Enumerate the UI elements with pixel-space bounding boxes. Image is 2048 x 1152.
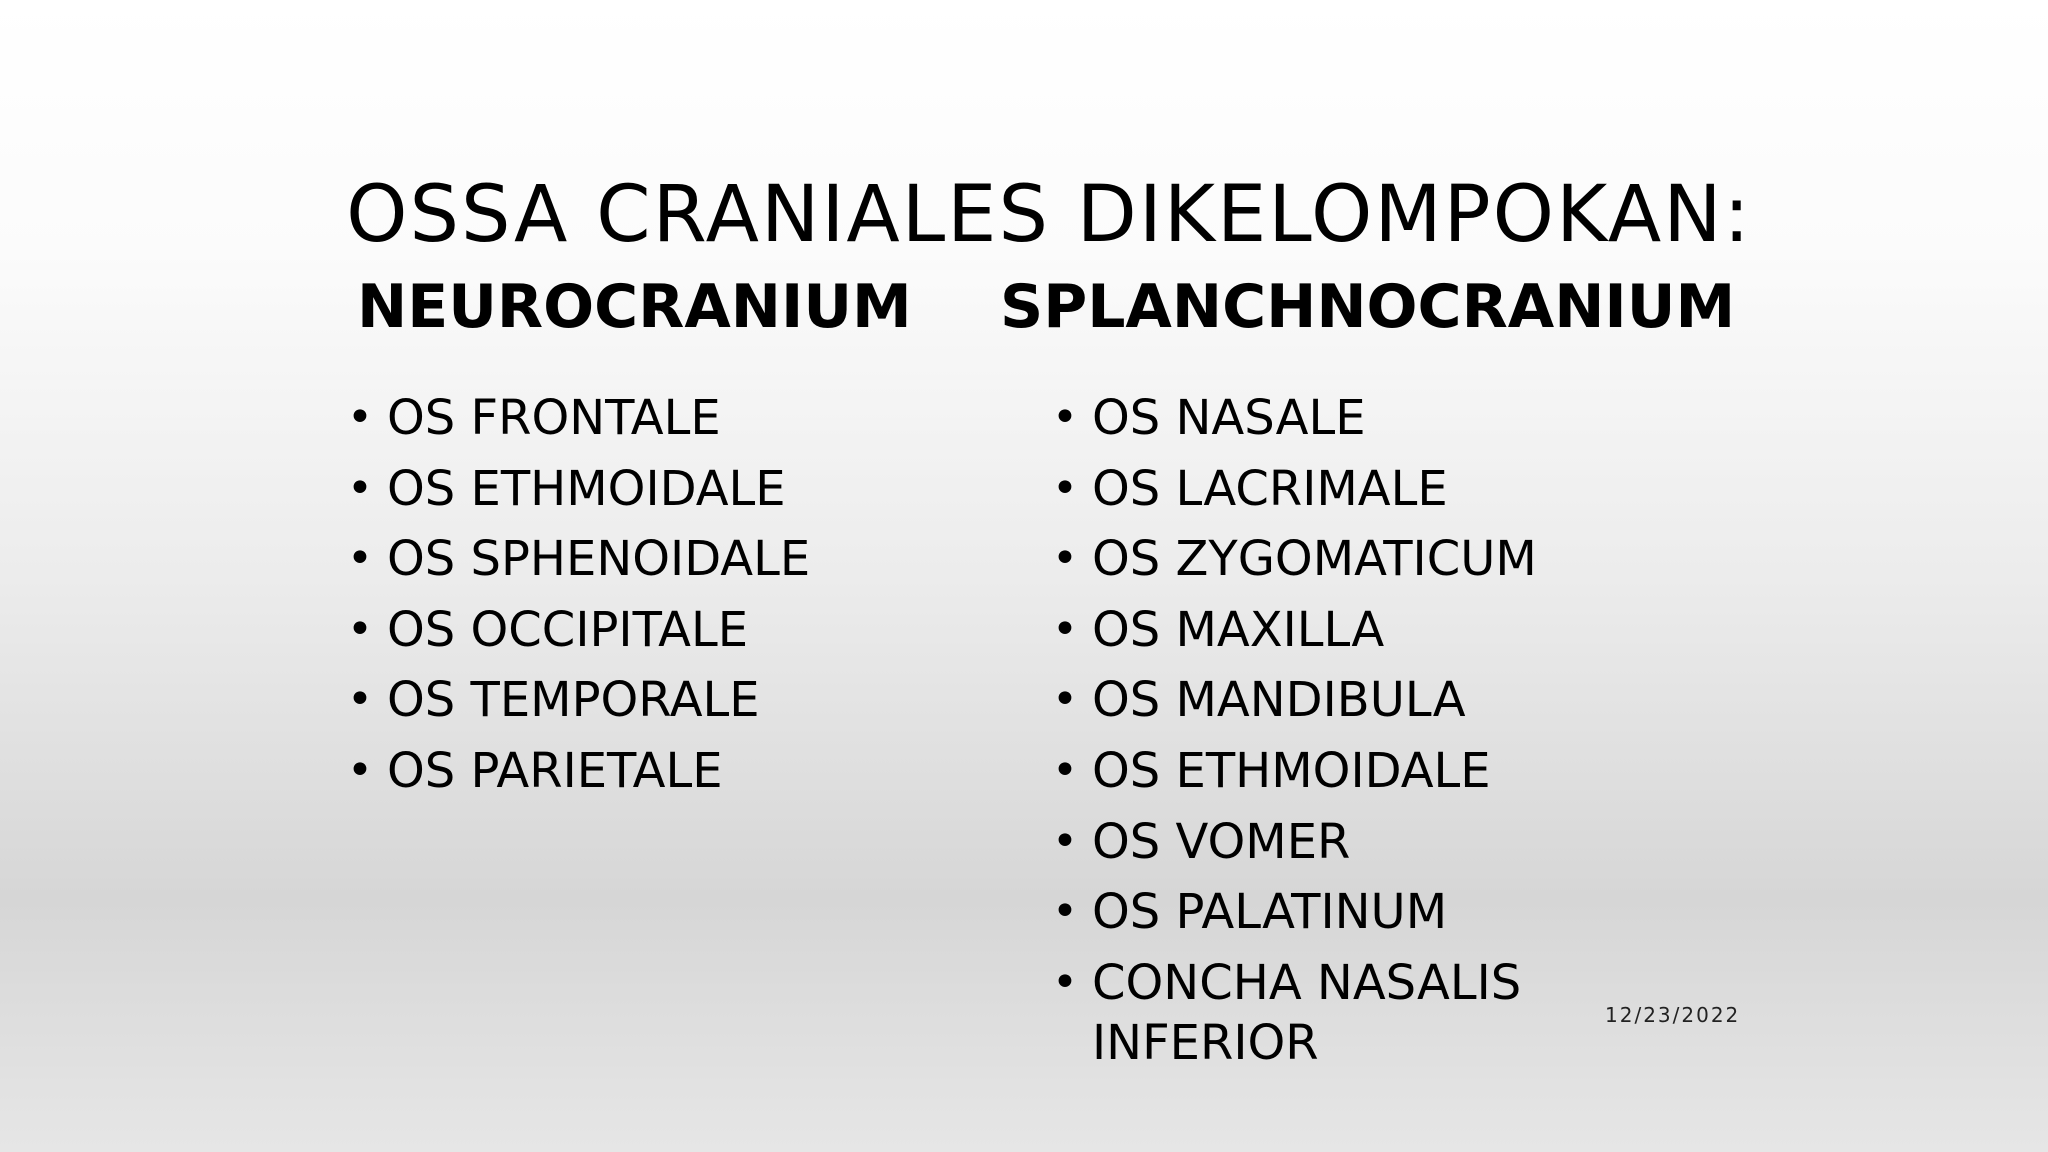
list-item	[1050, 741, 1572, 801]
neurocranium-list	[345, 388, 810, 812]
list-item	[1050, 882, 1572, 942]
list-item-label: OS LACRIMALE	[1092, 460, 1448, 517]
list-item	[345, 459, 810, 519]
bullet-icon: •	[1052, 744, 1078, 796]
bullet-icon: •	[347, 392, 373, 443]
bullet-icon: •	[1052, 533, 1078, 585]
list-item-label: OS SPHENOIDALE	[387, 531, 811, 588]
bullet-icon: •	[347, 603, 373, 655]
list-item-label: OS FRONTALE	[387, 390, 721, 446]
list-item	[1050, 953, 1572, 1073]
list-item	[1050, 600, 1572, 660]
list-item	[345, 600, 810, 660]
slide-date: 12/23/2022	[1605, 1003, 1741, 1027]
list-item-label: OS NASALE	[1092, 390, 1366, 446]
list-item	[345, 741, 810, 801]
bullet-icon: •	[347, 533, 373, 585]
list-item	[1050, 529, 1572, 589]
list-item	[1050, 812, 1572, 872]
splanchnocranium-list	[1050, 388, 1572, 1083]
list-item	[345, 670, 810, 730]
list-item-label: OS OCCIPITALE	[387, 601, 749, 658]
list-item	[345, 388, 810, 448]
list-item	[1050, 388, 1572, 448]
list-item-label: OS PARIETALE	[387, 742, 723, 799]
list-item	[1050, 459, 1572, 519]
bullet-icon: •	[1052, 956, 1078, 1008]
list-item-label: OS MAXILLA	[1092, 601, 1385, 658]
bullet-icon: •	[1052, 462, 1078, 514]
list-item-label: OS VOMER	[1092, 813, 1351, 870]
bullet-icon: •	[1052, 674, 1078, 726]
list-item-label: OS ETHMOIDALE	[1092, 742, 1491, 799]
bullet-icon: •	[1052, 603, 1078, 655]
list-item-label: OS ZYGOMATICUM	[1092, 531, 1537, 588]
bullet-icon: •	[347, 674, 373, 726]
bullet-icon: •	[347, 744, 373, 796]
list-item	[345, 529, 810, 589]
slide-title: OSSA CRANIALES DIKELOMPOKAN:	[346, 170, 1752, 260]
bullet-icon: •	[347, 462, 373, 514]
neurocranium-heading: NEUROCRANIUM	[357, 272, 912, 342]
list-item-label: OS PALATINUM	[1092, 884, 1448, 941]
bullet-icon: •	[1052, 815, 1078, 867]
bullet-icon: •	[1052, 392, 1078, 443]
list-item-label: OS ETHMOIDALE	[387, 460, 786, 517]
splanchnocranium-heading: SPLANCHNOCRANIUM	[1000, 272, 1736, 342]
list-item	[1050, 670, 1572, 730]
list-item-label: OS MANDIBULA	[1092, 672, 1466, 729]
list-item-label: CONCHA NASALIS INFERIOR	[1092, 954, 1522, 1071]
bullet-icon: •	[1052, 886, 1078, 938]
list-item-label: OS TEMPORALE	[387, 672, 760, 729]
